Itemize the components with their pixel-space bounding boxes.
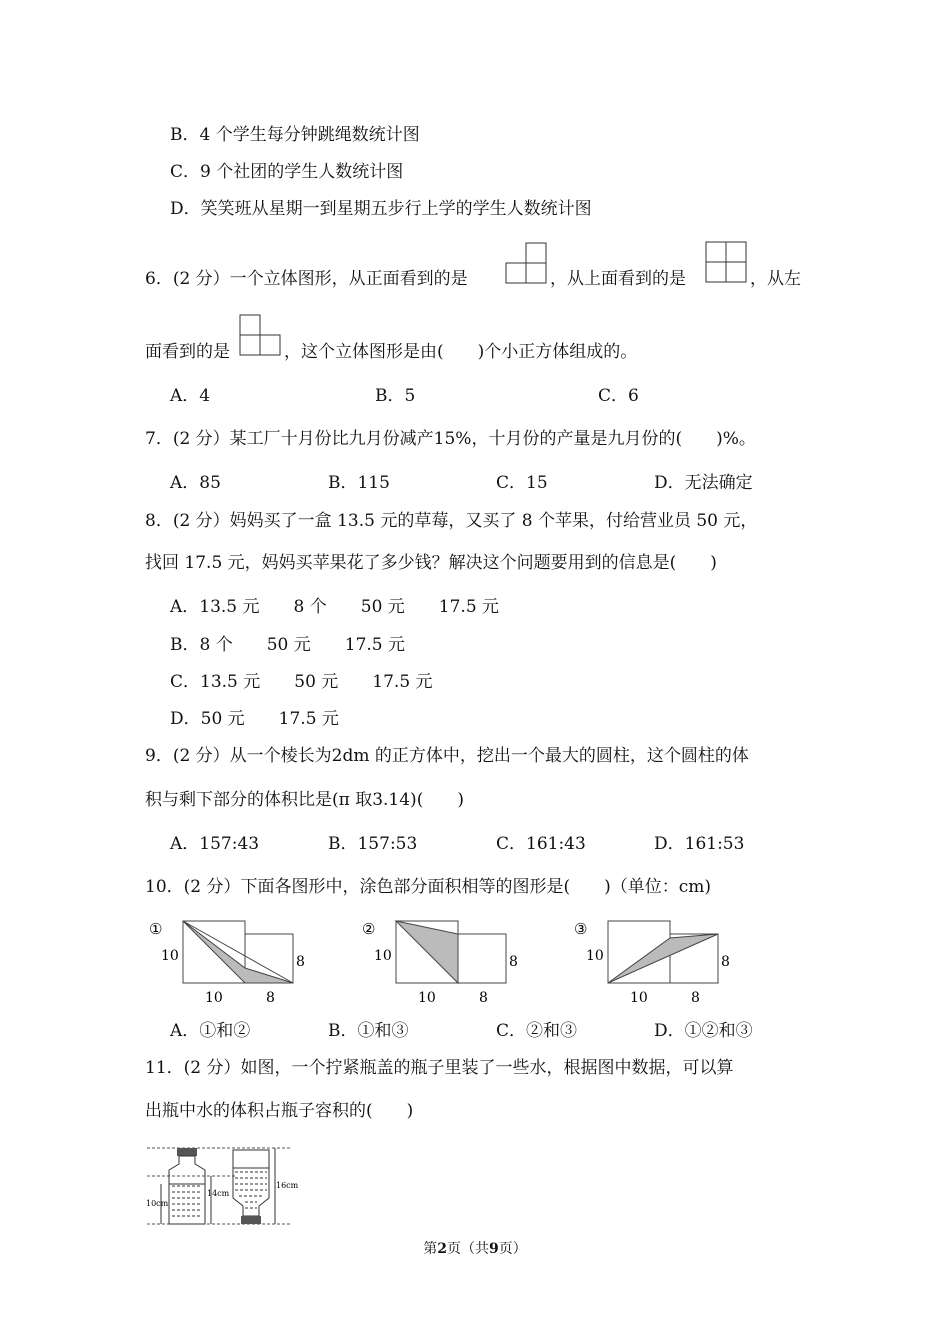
top-view-figure bbox=[704, 240, 748, 284]
q10-option-d: D．①②和③ bbox=[654, 1021, 753, 1041]
fig2-shaded-region bbox=[396, 921, 458, 983]
q8-stem-line2: 找回 17.5 元，妈妈买苹果花了多少钱？解决这个问题要用到的信息是( ) bbox=[145, 553, 717, 573]
fig3-bottom-dim-1: 10 bbox=[630, 990, 648, 1006]
q10-option-b: B．①和③ bbox=[328, 1021, 409, 1041]
q6-option-a: A．4 bbox=[170, 386, 211, 406]
q6-stem-part1: 6．(2 分）一个立体图形，从正面看到的是 bbox=[145, 269, 468, 289]
q10-option-a: A．①和② bbox=[170, 1021, 251, 1041]
fig2-label: ② bbox=[362, 920, 376, 938]
q9-option-a: A．157:43 bbox=[170, 834, 260, 854]
fig2-bottom-dim-1: 10 bbox=[418, 990, 436, 1006]
q8-stem-line1: 8．(2 分）妈妈买了一盒 13.5 元的草莓，又买了 8 个苹果，付给营业员 50 元， bbox=[145, 511, 758, 531]
q7-option-c: C．15 bbox=[496, 473, 548, 493]
q6-stem-part2: ，从上面看到的是 bbox=[550, 269, 686, 289]
q8-option-d: D．50 元 17.5 元 bbox=[170, 709, 339, 729]
q10-figure-1 bbox=[145, 916, 315, 1008]
footer-total-pages: 9 bbox=[489, 1241, 499, 1257]
footer-post: 页） bbox=[498, 1241, 527, 1257]
q7-option-b: B．115 bbox=[328, 473, 390, 493]
q10-figure-2 bbox=[358, 916, 528, 1008]
front-view-figure bbox=[504, 242, 548, 284]
fig2-left-dim: 10 bbox=[374, 948, 392, 964]
left-view-figure bbox=[238, 314, 282, 356]
q10-figure-3 bbox=[570, 916, 740, 1008]
footer-pre: 第 bbox=[423, 1241, 438, 1257]
dim-14cm: 14cm bbox=[207, 1189, 230, 1198]
fig3-shaded-region bbox=[608, 934, 718, 983]
q7-option-d: D．无法确定 bbox=[654, 473, 753, 493]
q9-stem-line2: 积与剩下部分的体积比是(π 取3.14)( ) bbox=[145, 790, 464, 810]
dim-16cm: 16cm bbox=[276, 1181, 299, 1190]
q5-option-c: C．9 个社团的学生人数统计图 bbox=[170, 162, 404, 182]
fig2-bottom-dim-2: 8 bbox=[479, 990, 488, 1006]
q7-option-a: A．85 bbox=[170, 473, 221, 493]
page-footer bbox=[0, 1238, 950, 1258]
q9-stem-line1: 9．(2 分）从一个棱长为2dm 的正方体中，挖出一个最大的圆柱，这个圆柱的体 bbox=[145, 746, 749, 766]
fig1-bottom-dim-2: 8 bbox=[266, 990, 275, 1006]
fig3-label: ③ bbox=[574, 920, 588, 938]
q6-option-b: B．5 bbox=[375, 386, 416, 406]
dim-10cm: 10cm bbox=[146, 1199, 169, 1208]
q11-stem-line2: 出瓶中水的体积占瓶子容积的( ) bbox=[145, 1101, 414, 1121]
q5-option-d: D．笑笑班从星期一到星期五步行上学的学生人数统计图 bbox=[170, 199, 592, 219]
fig3-bottom-dim-2: 8 bbox=[691, 990, 700, 1006]
q6-option-c: C．6 bbox=[598, 386, 639, 406]
fig3-right-dim: 8 bbox=[721, 954, 730, 970]
q8-option-a: A．13.5 元 8 个 50 元 17.5 元 bbox=[170, 597, 500, 617]
q10-option-c: C．②和③ bbox=[496, 1021, 578, 1041]
q11-bottle-figure bbox=[145, 1144, 299, 1228]
footer-page-number: 2 bbox=[437, 1241, 447, 1257]
fig1-label: ① bbox=[149, 920, 163, 938]
q10-stem: 10．(2 分）下面各图形中，涂色部分面积相等的图形是( )（单位：cm) bbox=[145, 877, 712, 897]
q7-stem: 7．(2 分）某工厂十月份比九月份减产15%，十月份的产量是九月份的( )%。 bbox=[145, 429, 756, 449]
q9-option-d: D．161:53 bbox=[654, 834, 745, 854]
fig3-left-dim: 10 bbox=[586, 948, 604, 964]
q6-stem-part3: ，从左 bbox=[750, 269, 801, 289]
fig1-left-dim: 10 bbox=[161, 948, 179, 964]
q8-option-c: C．13.5 元 50 元 17.5 元 bbox=[170, 672, 433, 692]
q6-stem-part4: 面看到的是 bbox=[145, 342, 230, 362]
fig1-bottom-dim-1: 10 bbox=[205, 990, 223, 1006]
fig2-right-dim: 8 bbox=[509, 954, 518, 970]
q11-stem-line1: 11．(2 分）如图，一个拧紧瓶盖的瓶子里装了一些水，根据图中数据，可以算 bbox=[145, 1058, 734, 1078]
q6-stem-part5: ，这个立体图形是由( )个小正方体组成的。 bbox=[284, 342, 638, 362]
q9-option-b: B．157:53 bbox=[328, 834, 418, 854]
fig1-right-dim: 8 bbox=[296, 954, 305, 970]
q9-option-c: C．161:43 bbox=[496, 834, 586, 854]
q5-option-b: B．4 个学生每分钟跳绳数统计图 bbox=[170, 125, 420, 145]
footer-mid: 页（共 bbox=[447, 1241, 489, 1257]
q8-option-b: B．8 个 50 元 17.5 元 bbox=[170, 635, 406, 655]
